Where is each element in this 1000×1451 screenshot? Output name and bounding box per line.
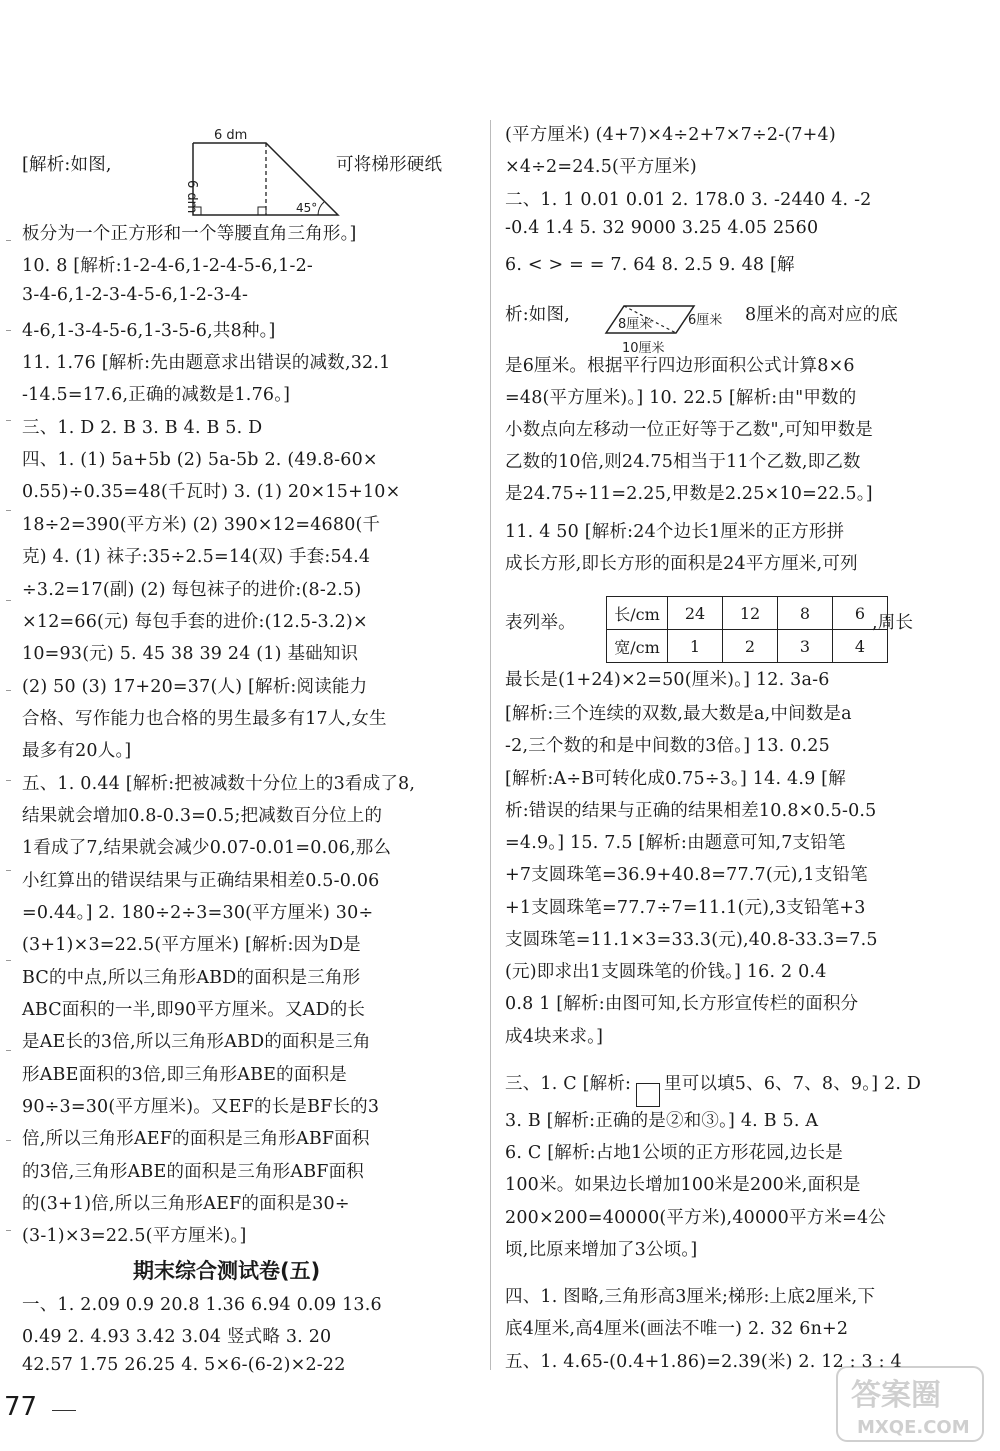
- text-line: 11. 4 50 [解析:24个边长1厘米的正方形拼: [505, 522, 845, 542]
- text-line: [解析:如图,: [22, 155, 112, 175]
- text-line: ×4÷2=24.5(平方厘米): [505, 157, 697, 177]
- text-line: (3-1)×3=22.5(平方厘米)。]: [22, 1226, 247, 1246]
- text-line: 3-4-6,1-2-3-4-5-6,1-2-3-4-: [22, 285, 249, 305]
- text-line-tail: 里可以填5、6、7、8、9。] 2. D: [664, 1074, 922, 1094]
- text-line: -0.4 1.4 5. 32 9000 3.25 4.05 2560: [505, 218, 819, 238]
- table-cell: 4: [833, 630, 888, 663]
- table-cell: 3: [778, 630, 833, 663]
- text-line: 一、1. 2.09 0.9 20.8 1.36 6.94 0.09 13.6: [22, 1295, 382, 1315]
- fig-angle-label: 45°: [296, 201, 318, 215]
- text-line: -14.5=17.6,正确的减数是1.76。]: [22, 385, 291, 405]
- text-line: =0.44。] 2. 180÷2÷3=30(平方厘米) 30÷: [22, 903, 374, 923]
- text-line-tail: 可将梯形硬纸: [336, 155, 443, 175]
- table-cell: 2: [723, 630, 778, 663]
- text-line: =48(平方厘米)。] 10. 22.5 [解析:由"甲数的: [505, 388, 857, 408]
- text-line-tail: ,周长: [872, 613, 914, 633]
- text-line: 五、1. 4.65-(0.4+1.86)=2.39(米) 2. 12 : 3 : 4: [505, 1352, 902, 1372]
- text-line: ABC面积的一半,即90平方厘米。又AD的长: [22, 1000, 366, 1020]
- table-row: [607, 630, 888, 663]
- text-line: 倍,所以三角形AEF的面积是三角形ABF面积: [22, 1129, 370, 1149]
- text-line: 3. B [解析:正确的是②和③。] 4. B 5. A: [505, 1111, 819, 1131]
- text-line: 42.57 1.75 26.25 4. 5×6-(6-2)×2-22: [22, 1355, 346, 1375]
- parallelogram-figure: [590, 300, 740, 358]
- text-line: 6. < > = = 7. 64 8. 2.5 9. 48 [解: [505, 255, 795, 275]
- text-line: 11. 1.76 [解析:先由题意求出错误的减数,32.1: [22, 353, 391, 373]
- text-line: BC的中点,所以三角形ABD的面积是三角形: [22, 968, 361, 988]
- text-line: 析:错误的结果与正确的结果相差10.8×0.5-0.5: [505, 801, 877, 821]
- text-line: 四、1. 图略,三角形高3厘米;梯形:上底2厘米,下: [505, 1287, 876, 1307]
- text-line: 是24.75÷11=2.25,甲数是2.25×10=22.5。]: [505, 484, 873, 504]
- table-cell: 24: [668, 597, 723, 630]
- table-row: [607, 597, 888, 630]
- text-line: 三、1. C [解析:: [505, 1074, 632, 1094]
- text-line: 90÷3=30(平方厘米)。又EF的长是BF长的3: [22, 1097, 380, 1117]
- text-line: 成4块来求。]: [505, 1027, 604, 1047]
- text-line: (3+1)×3=22.5(平方厘米) [解析:因为D是: [22, 935, 361, 955]
- text-line: 最长是(1+24)×2=50(厘米)。] 12. 3a-6: [505, 670, 830, 690]
- table-cell: 8: [778, 597, 833, 630]
- text-line: 板分为一个正方形和一个等腰直角三角形。]: [22, 224, 357, 244]
- text-line: [解析:三个连续的双数,最大数是a,中间数是a: [505, 704, 852, 724]
- text-line: 0.55)÷0.35=48(千瓦时) 3. (1) 20×15+10×: [22, 482, 401, 502]
- text-line: =4.9。] 15. 7.5 [解析:由题意可知,7支铅笔: [505, 833, 846, 853]
- page-number: 77: [4, 1392, 38, 1422]
- page-number-dash: [52, 1410, 76, 1411]
- svg-text:MXQE.COM: MXQE.COM: [857, 1417, 970, 1438]
- length-width-table: [606, 596, 888, 663]
- text-line: 支圆珠笔=11.1×3=33.3(元),40.8-33.3=7.5: [505, 930, 878, 950]
- text-line: [解析:A÷B可转化成0.75÷3。] 14. 4.9 [解: [505, 769, 846, 789]
- text-line: 是6厘米。根据平行四边形面积公式计算8×6: [505, 356, 855, 376]
- fig2-side-label: 6厘米: [688, 313, 723, 328]
- text-line: 18÷2=390(平方米) (2) 390×12=4680(千: [22, 515, 381, 535]
- text-line: +7支圆珠笔=36.9+40.8=77.7(元),1支铅笔: [505, 865, 868, 885]
- text-line: (2) 50 (3) 17+20=37(人) [解析:阅读能力: [22, 677, 368, 697]
- text-line-tail: 8厘米的高对应的底: [745, 305, 898, 325]
- text-line: -2,三个数的和是中间数的3倍。] 13. 0.25: [505, 736, 830, 756]
- text-line: 0.8 1 [解析:由图可知,长方形宣传栏的面积分: [505, 994, 859, 1014]
- text-line: 100米。如果边长增加100米是200米,面积是: [505, 1175, 861, 1195]
- text-line: 1看成了7,结果就会减少0.07-0.01=0.06,那么: [22, 838, 392, 858]
- table-head: 宽/cm: [607, 630, 668, 663]
- text-line: 是AE长的3倍,所以三角形ABD的面积是三角: [22, 1032, 371, 1052]
- text-line: 6. C [解析:占地1公顷的正方形花园,边长是: [505, 1143, 843, 1163]
- text-line: 的(3+1)倍,所以三角形AEF的面积是30÷: [22, 1194, 350, 1214]
- text-line: 合格、写作能力也合格的男生最多有17人,女生: [22, 709, 387, 729]
- fig2-bottom-label: 10厘米: [622, 341, 665, 356]
- text-line: 200×200=40000(平方米),40000平方米=4公: [505, 1208, 886, 1228]
- text-line: 0.49 2. 4.93 3.42 3.04 竖式略 3. 20: [22, 1327, 332, 1347]
- text-line: 克) 4. (1) 袜子:35÷2.5=14(双) 手套:54.4: [22, 547, 371, 567]
- text-line: 四、1. (1) 5a+5b (2) 5a-5b 2. (49.8-60×: [22, 450, 378, 470]
- text-line: 形ABE面积的3倍,即三角形ABE的面积是: [22, 1065, 347, 1085]
- text-line: 的3倍,三角形ABE的面积是三角形ABF面积: [22, 1162, 365, 1182]
- text-line: 顷,比原来增加了3公顷。]: [505, 1240, 698, 1260]
- text-line: 小数点向左移动一位正好等于乙数",可知甲数是: [505, 420, 874, 440]
- text-line: 10. 8 [解析:1-2-4-6,1-2-4-5-6,1-2-: [22, 256, 314, 276]
- table-cell: 12: [723, 597, 778, 630]
- text-line: 五、1. 0.44 [解析:把被减数十分位上的3看成了8,: [22, 774, 416, 794]
- fig2-inner-label: 8厘米: [618, 317, 653, 332]
- table-cell: 1: [668, 630, 723, 663]
- fig-side-label: 6 dm: [184, 180, 199, 214]
- text-line: 二、1. 1 0.01 0.01 2. 178.0 3. -2440 4. -2: [505, 190, 872, 210]
- watermark-logo: [835, 1365, 985, 1443]
- text-line: 10=93(元) 5. 45 38 39 24 (1) 基础知识: [22, 644, 359, 664]
- text-line: 乙数的10倍,则24.75相当于11个乙数,即乙数: [505, 452, 861, 472]
- text-line: ÷3.2=17(副) (2) 每包袜子的进价:(8-2.5): [22, 580, 362, 600]
- text-line: (元)即求出1支圆珠笔的价钱。] 16. 2 0.4: [505, 962, 827, 982]
- text-line: ×12=66(元) 每包手套的进价:(12.5-3.2)×: [22, 612, 368, 632]
- text-line: 底4厘米,高4厘米(画法不唯一) 2. 32 6n+2: [505, 1319, 849, 1339]
- text-line: 4-6,1-3-4-5-6,1-3-5-6,共8种。]: [22, 321, 276, 341]
- table-cell: 6: [833, 597, 888, 630]
- text-line: 最多有20人。]: [22, 741, 132, 761]
- text-line: 表列举。: [505, 613, 576, 633]
- fig-top-label: 6 dm: [214, 128, 248, 143]
- text-line: 结果就会增加0.8-0.3=0.5;把减数百分位上的: [22, 806, 383, 826]
- text-line: (平方厘米) (4+7)×4÷2+7×7÷2-(7+4): [505, 125, 836, 145]
- text-line: 三、1. D 2. B 3. B 4. B 5. D: [22, 418, 263, 438]
- blank-box: [636, 1083, 660, 1107]
- svg-text:答案圈: 答案圈: [851, 1378, 941, 1413]
- section-title: 期末综合测试卷(五): [133, 1259, 321, 1283]
- text-line: 析:如图,: [505, 305, 570, 325]
- text-line: 成长方形,即长方形的面积是24平方厘米,可列: [505, 554, 858, 574]
- table-head: 长/cm: [607, 597, 668, 630]
- text-line: +1支圆珠笔=77.7÷7=11.1(元),3支铅笔+3: [505, 898, 866, 918]
- text-line: 小红算出的错误结果与正确结果相差0.5-0.06: [22, 871, 380, 891]
